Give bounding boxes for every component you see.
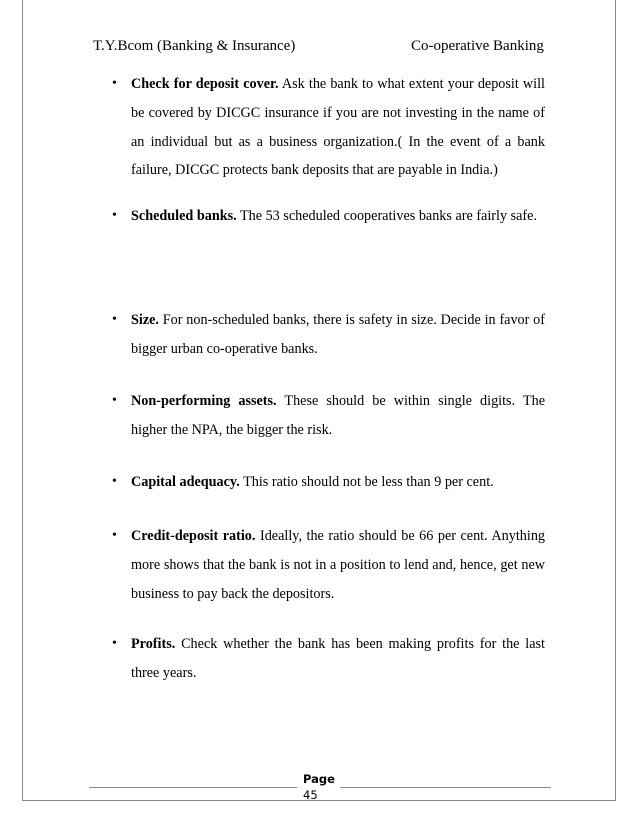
bullet-item-deposit-cover bbox=[112, 70, 545, 185]
bullet-text: This ratio should not be less than 9 per cent. bbox=[239, 474, 494, 490]
bullet-text: Ideally, the ratio should be 66 per cent. Anything more shows that the bank is not in a position to lend and, hence, get new business to pay back the depositors. bbox=[131, 528, 546, 602]
bullet-item-size bbox=[112, 306, 545, 364]
header-subject-title: Co-operative Banking bbox=[411, 38, 544, 54]
bullet-term: Size. bbox=[131, 312, 159, 328]
bullet-dot-icon: • bbox=[112, 636, 117, 651]
bullet-text: For non-scheduled banks, there is safety in size. Decide in favor of bigger urban co-operative banks. bbox=[131, 312, 545, 357]
bullet-dot-icon: • bbox=[112, 76, 117, 91]
bullet-dot-icon: • bbox=[112, 528, 117, 543]
header-course-title: T.Y.Bcom (Banking & Insurance) bbox=[93, 38, 296, 54]
bullet-item-scheduled-banks bbox=[112, 202, 545, 231]
bullet-item-credit-deposit-ratio bbox=[112, 522, 546, 608]
footer-rule-left bbox=[89, 787, 297, 788]
bullet-dot-icon: • bbox=[112, 474, 117, 489]
bullet-term: Capital adequacy. bbox=[131, 474, 240, 490]
page-number: 45 bbox=[303, 788, 318, 802]
bullet-term: Scheduled banks. bbox=[131, 208, 237, 224]
bullet-term: Profits. bbox=[131, 636, 176, 652]
page-label: Page bbox=[303, 772, 335, 786]
bullet-text: Check whether the bank has been making profits for the last three years. bbox=[131, 636, 545, 681]
bullet-item-capital-adequacy bbox=[112, 468, 545, 497]
bullet-item-npa bbox=[112, 387, 545, 445]
bullet-term: Check for deposit cover. bbox=[131, 76, 279, 92]
bullet-dot-icon: • bbox=[112, 208, 117, 223]
bullet-item-profits bbox=[112, 630, 545, 688]
bullet-dot-icon: • bbox=[112, 312, 117, 327]
bullet-term: Credit-deposit ratio. bbox=[131, 528, 256, 544]
bullet-dot-icon: • bbox=[112, 393, 117, 408]
bullet-text: Ask the bank to what extent your deposit will be covered by DICGC insurance if you are not investing in the name of an individual but as a business organization.( In the event of a bank failure, DICGC protects bank deposits that are payable in India.) bbox=[131, 76, 545, 179]
bullet-text: The 53 scheduled cooperatives banks are fairly safe. bbox=[236, 208, 537, 224]
bullet-term: Non-performing assets. bbox=[131, 393, 277, 409]
bullet-text: These should be within single digits. The higher the NPA, the bigger the risk. bbox=[131, 393, 545, 438]
footer-rule-right bbox=[340, 787, 551, 788]
